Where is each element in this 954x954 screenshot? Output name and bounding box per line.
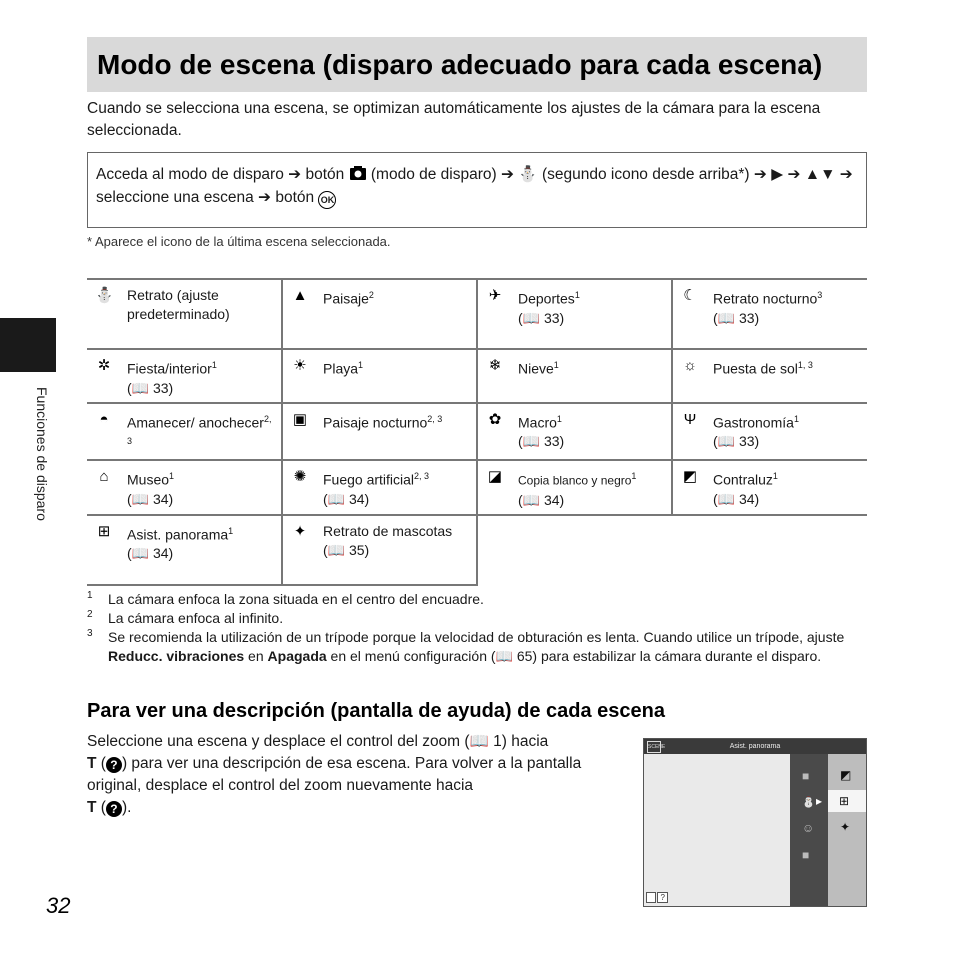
zoom-t-label: T [87, 799, 97, 816]
side-tab [0, 318, 56, 372]
multi-selector-right-icon: ▶ [771, 166, 784, 183]
zoom-icon [646, 892, 656, 903]
arrow-icon: ➔ [787, 166, 801, 183]
scene-cell [672, 349, 867, 403]
panorama-icon: ⊞ [839, 794, 850, 808]
screen-title: Asist. panorama [729, 743, 781, 750]
scene-label: Copia blanco y negro$^1$ (📖 34) [518, 470, 637, 508]
footnote-ref: 1 [556, 413, 562, 424]
scene-label: Retrato nocturno$^3$ (📖 33) [713, 290, 823, 326]
scene-label: Retrato (ajuste predeterminado) [127, 287, 230, 322]
page-title: Modo de escena (disparo adecuado para cada escena) [97, 49, 823, 80]
footnote-ref: 1 [211, 360, 217, 370]
panorama-icon: ⊞ [97, 522, 111, 540]
procedure-text-6: botón [275, 189, 315, 206]
procedure-box [87, 152, 867, 228]
dusk-dawn-icon: ◓ [99, 410, 109, 428]
scene-label: Macro$^1$ (📖 33) [518, 413, 565, 450]
scene-cell [87, 403, 282, 460]
multi-selector-updown-icon: ▲▼ [804, 166, 836, 183]
backlighting-icon: ◩ [682, 467, 698, 485]
page-reference: (📖 33) [713, 433, 760, 450]
arrow-icon: ➔ [839, 166, 853, 183]
arrow-icon: ➔ [258, 189, 272, 206]
scene-mode-icon: ⛄ [518, 166, 538, 183]
scene-cell [477, 460, 672, 515]
page-reference: (📖 33) [713, 309, 760, 326]
asterisk-note: * Aparece el icono de la última escena seleccionada. [87, 234, 391, 249]
section-side-label: Funciones de disparo [34, 387, 50, 521]
camera-screen-illustration [643, 738, 867, 907]
footnote-ref: 2 [368, 290, 374, 300]
footnote-3 [87, 628, 867, 666]
scene-cell [87, 515, 282, 585]
scene-cell [672, 279, 867, 349]
scene-cell [672, 460, 867, 515]
procedure-text-2: botón [305, 166, 345, 183]
footnote-number: 2 [87, 609, 93, 620]
scene-cell [87, 460, 282, 515]
arrow-icon: ➔ [753, 166, 767, 183]
page-reference: (📖 33) [518, 433, 565, 450]
sunset-icon: ☼ [683, 357, 697, 374]
scene-cell [282, 403, 477, 460]
footnote-ref: 2, 3 [414, 470, 430, 481]
beach-icon: ☀ [293, 357, 307, 374]
camera-icon: ■ [802, 769, 810, 783]
screen-top-bar [644, 739, 866, 754]
page-reference: (📖 33) [127, 379, 174, 396]
night-landscape-icon: ▣ [292, 410, 308, 428]
scene-label: Amanecer/ anochecer$^{2, 3}$ [127, 413, 272, 447]
pet-portrait-icon: ✦ [840, 820, 851, 834]
scene-row [87, 279, 867, 349]
scene-row [87, 349, 867, 403]
footnote-text: La cámara enfoca la zona situada en el centro del encuadre. [108, 591, 484, 607]
help-icon: ? [106, 801, 122, 817]
footnote-number: 3 [87, 628, 93, 639]
scene-cell [87, 279, 282, 349]
scene-label: Puesta de sol$^{1, 3}$ [713, 360, 813, 377]
scene-cell [282, 349, 477, 403]
scene-label: Playa$^1$ [323, 360, 364, 377]
night-portrait-icon: ☾ [683, 287, 697, 304]
footnote-ref: 1 [553, 360, 559, 370]
scene-label: Fiesta/interior$^1$ (📖 33) [127, 360, 217, 396]
food-icon: Ψ [683, 410, 697, 428]
footnote-ref: 1, 3 [797, 360, 813, 370]
page-reference: (📖 33) [518, 309, 565, 326]
scene-cell [477, 403, 672, 460]
camera-button-icon [349, 165, 367, 181]
procedure-text-4: (segundo icono desde arriba*) [541, 166, 750, 183]
footnote-ref: 1 [574, 290, 580, 300]
arrow-icon: ➔ [501, 166, 514, 183]
scene-label: Contraluz$^1$ (📖 34) [713, 470, 778, 507]
footnotes [87, 590, 867, 666]
scene-cell [282, 515, 477, 585]
scene-table [87, 278, 867, 586]
portrait-icon: ⛄ [95, 287, 114, 304]
footnote-number: 1 [87, 590, 93, 601]
title-bar [87, 37, 867, 92]
scene-label: Asist. panorama$^1$ (📖 34) [127, 525, 234, 562]
footnote-ref: 1 [793, 413, 799, 424]
zoom-t-label: T [87, 755, 97, 772]
party-indoor-icon: ✲ [97, 357, 111, 374]
footnote-ref: 1 [358, 360, 364, 370]
fireworks-icon: ✺ [293, 467, 307, 485]
landscape-icon: ▲ [292, 287, 308, 304]
scene-cell [282, 279, 477, 349]
page-reference: (📖 35) [323, 541, 370, 558]
help-section-title: Para ver una descripción (pantalla de ayuda) de cada escena [87, 700, 666, 722]
scene-row [87, 515, 867, 585]
scene-label: Museo$^1$ (📖 34) [127, 470, 175, 507]
help-icon: ? [657, 892, 667, 903]
backlighting-icon: ◩ [840, 768, 852, 782]
scene-cell [477, 349, 672, 403]
scene-label: Paisaje$^2$ [323, 290, 374, 307]
page-reference: (📖 34) [127, 490, 174, 507]
scene-cell [477, 279, 672, 349]
footnote-ref: 2, 3 [127, 413, 272, 447]
footnote-1 [87, 590, 867, 609]
scene-badge: SCENE [647, 741, 661, 753]
museum-icon: ⌂ [99, 467, 109, 485]
footnote-ref: 1 [631, 470, 637, 481]
snow-icon: ❄ [488, 357, 502, 374]
scene-icon: ⛄▸ [801, 794, 822, 808]
arrow-icon: ➔ [288, 166, 302, 183]
footnote-ref: 1 [169, 470, 175, 481]
scene-label: Gastronomía$^1$ (📖 33) [713, 413, 799, 450]
footnote-ref: 1 [772, 470, 778, 481]
sports-icon: ✈ [488, 287, 502, 304]
help-paragraph: Seleccione una escena y desplace el control del zoom (📖 1) hacia T ( ? ) para ver una descripción de esa escena. Para volver a la pantalla original, desplace el control del zoom nuevamente hacia T ( ? ). [87, 733, 582, 816]
empty-cell [477, 515, 672, 585]
page-reference: (📖 34) [518, 491, 565, 508]
macro-icon: ✿ [488, 410, 502, 428]
page-number: 32 [46, 893, 71, 918]
bw-copy-icon: ◪ [487, 467, 503, 485]
scene-cell [672, 403, 867, 460]
scene-label: Fuego artificial$^{2, 3}$ (📖 34) [323, 470, 430, 507]
page-reference: (📖 34) [323, 490, 370, 507]
pet-portrait-icon: ✦ [293, 522, 307, 540]
procedure-text-1: Acceda al modo de disparo [96, 166, 284, 183]
scene-label: Deportes$^1$ (📖 33) [518, 290, 580, 326]
footnote-ref: 1 [228, 525, 234, 536]
scene-label: Retrato de mascotas (📖 35) [323, 522, 453, 558]
scene-cell [282, 460, 477, 515]
scene-label: Nieve$^1$ [518, 360, 559, 377]
procedure-text-5: seleccione una escena [96, 189, 254, 206]
screen-bottom-bar [646, 892, 669, 903]
page-reference: (📖 34) [713, 490, 760, 507]
footnote-ref: 2, 3 [427, 413, 443, 424]
footnote-text: Se recomienda la utilización de un trípode porque la velocidad de obturación es lenta. Cuando utilice un trípode, ajuste Reducc. vibraciones en Apagada en el menú configuración (📖 65) para estabilizar la cámara durante el disparo. [108, 629, 845, 664]
scene-cell [87, 349, 282, 403]
footnote-ref: 3 [817, 290, 823, 300]
footnote-2 [87, 609, 867, 628]
ok-button-icon: OK [318, 191, 336, 209]
page-reference: (📖 34) [127, 545, 174, 562]
scene-label: Paisaje nocturno$^{2, 3}$ [323, 413, 443, 431]
empty-cell [672, 515, 867, 585]
camera-alt-icon: ■ [802, 848, 810, 862]
screen-main-area [644, 754, 790, 906]
smile-icon: ☺ [802, 821, 815, 835]
help-icon: ? [106, 757, 122, 773]
scene-row [87, 403, 867, 460]
intro-paragraph: Cuando se selecciona una escena, se optimizan automáticamente los ajustes de la cámara para la escena seleccionada. [87, 100, 821, 139]
footnote-text: La cámara enfoca al infinito. [108, 610, 284, 626]
procedure-text-3: (modo de disparo) [370, 166, 497, 183]
scene-row [87, 460, 867, 515]
